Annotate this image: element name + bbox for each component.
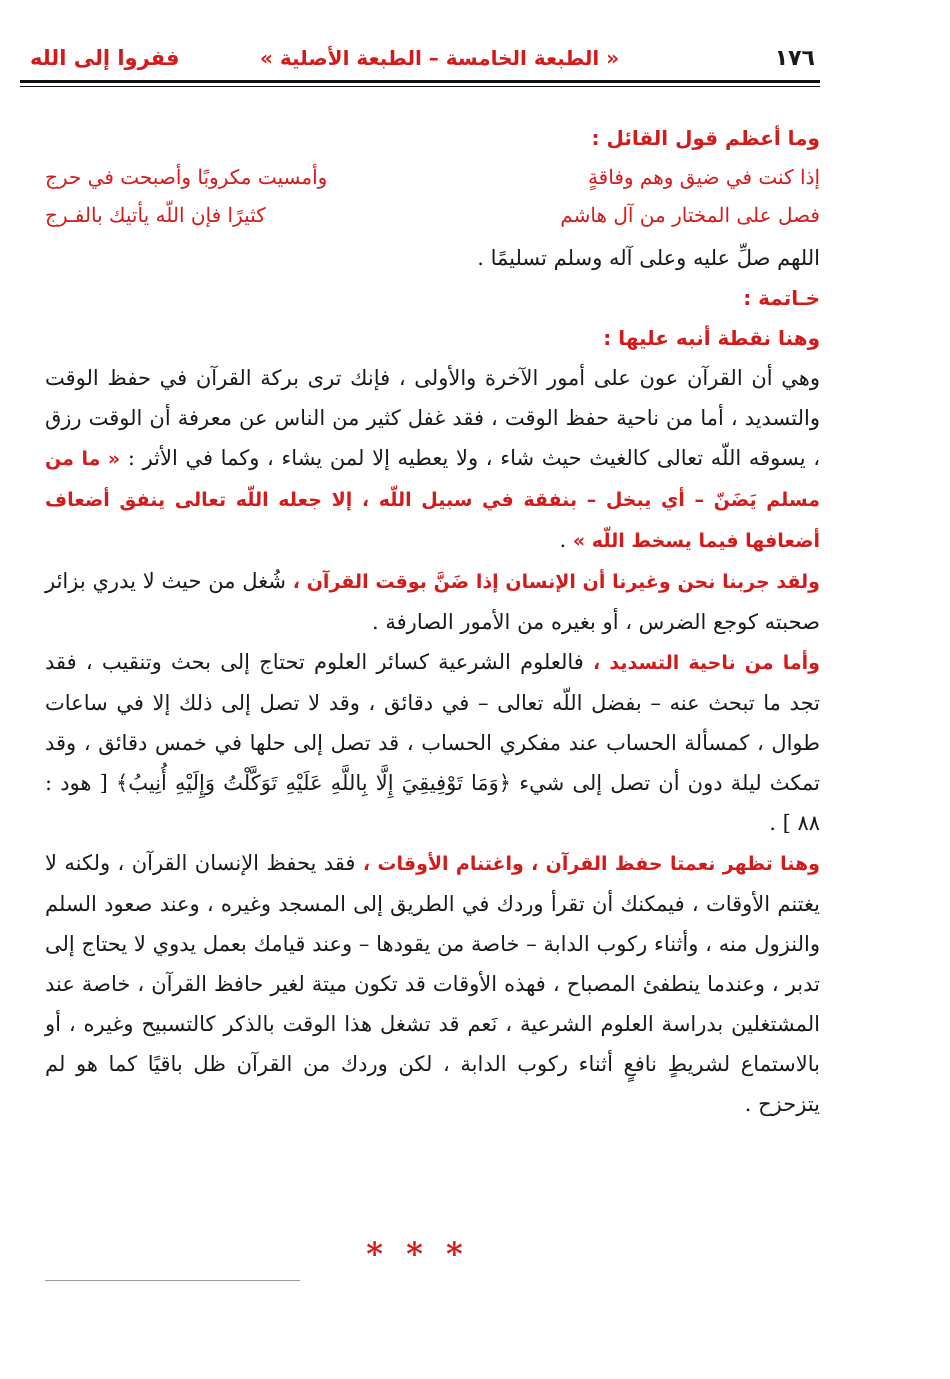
paragraph-text: فالعلوم الشرعية كسائر العلوم تحتاج إلى بحث وتنقيب ، فقد تجد ما تبحث عنه – بفضل اللّه تعالى – في دقائق ، وقد لا تصل إلى ذلك إلا في ساعات طوال ، كمسألة الحساب عند مفكري الحساب ، قد تصل إلى حلها في خمس دقائق ، وقد تمكث ليلة دون أن تصل إلى شيء (45, 650, 821, 795)
section-heading: وما أعظم قول القائل : (591, 126, 820, 150)
paragraph-3 (45, 642, 820, 843)
paragraph-text: فقد يحفظ الإنسان القرآن ، ولكنه لا يغتنم الأوقات ، فيمكنك أن تقرأ وردك في الطريق إلى المسجد وغيره ، وعند صعود السلم والنزول منه ، وأثناء ركوب الدابة – خاصة من يقودها – وعند قيامك بعمل يدوي لا يحتاج إلى تدبر ، وعندما ينطفئ المصباح ، فهذه الأوقات قد تكون ميتة لغير حافظ القرآن ، خاصة عند المشتغلين بدراسة العلوم الشرعية ، نَعم قد تشغل هذا الوقت بالذكر كالتسبيح وغيره ، أو بالاستماع لشريطٍ نافعٍ أثناء ركوب الدابة ، لكن وردك من القرآن ظل باقيًا كما هو لم يتزحزح . (45, 851, 820, 1116)
paragraph-1 (45, 358, 820, 561)
emphasis-phrase: ولقد جربنا نحن وغيرنا أن الإنسان إذا ضَنَّ بوقت القرآن ، (292, 571, 820, 593)
poem-hemistich: إذا كنت في ضيق وهم وفاقةٍ (587, 165, 820, 189)
poem (45, 158, 820, 238)
poem-hemistich: وأمسيت مكروبًا وأصبحت في حرج (45, 165, 328, 189)
conclusion-heading: خـاتمة : (743, 286, 820, 310)
paragraph-2 (45, 561, 820, 642)
paragraph-4 (45, 843, 820, 1124)
page-number: ١٧٦ (774, 46, 815, 71)
poem-hemistich: كثيرًا فإن اللّه يأتيك بالفـرج (45, 203, 266, 227)
paragraph-text: وهي أن القرآن عون على أمور الآخرة والأولى ، فإنك ترى بركة القرآن في حفظ الوقت والتسديد ، أما من ناحية حفظ الوقت ، فقد غفل كثير من الناس عن معرفة أن الوقت رزق ، يسوقه اللّه تعالى كالغيث حيث شاء ، ولا يعطيه إلا لمن يشاء ، وكما في الأثر : (45, 366, 821, 470)
edition-label: « الطبعة الخامسة – الطبعة الأصلية » (260, 46, 620, 70)
section-separator: * * * (366, 1235, 469, 1273)
verse-reference: [ هود : ٨٨ ] . (45, 771, 820, 835)
poem-verse-2 (45, 196, 820, 234)
quran-verse: ﴿وَمَا تَوْفِيقِيَ إِلَّا بِاللَّهِ عَلَيْهِ تَوَكَّلْتُ وَإِلَيْهِ أُنِيبُ﴾ (115, 771, 512, 795)
page-body (45, 118, 820, 1124)
book-title: ففروا إلى الله (30, 46, 180, 70)
hadith-quote: « ما من مسلم يَضَنّ – أي يبخل – بنفقة في سبيل اللّه ، إلا جعله اللّه تعالى ينفق أضعاف أضعافها فيما يسخط اللّه » (45, 448, 820, 552)
header-rule-thin (20, 86, 820, 87)
conclusion-subheading: وهنا نقطة أنبه عليها : (603, 326, 820, 350)
paragraph-text: شُغل من حيث لا يدري بزائر صحبته كوجع الضرس ، أو بغيره من الأمور الصارفة . (45, 569, 820, 634)
paragraph-text: . (559, 528, 573, 552)
poem-verse-1 (45, 158, 820, 196)
footnote-rule (45, 1280, 300, 1281)
emphasis-phrase: وأما من ناحية التسديد ، (593, 652, 820, 674)
page-header (20, 38, 820, 78)
salawat-line: اللهم صلِّ عليه وعلى آله وسلم تسليمًا . (477, 246, 820, 270)
emphasis-phrase: وهنا تظهر نعمتا حفظ القرآن ، واغتنام الأوقات ، (362, 853, 820, 875)
header-rule-thick (20, 80, 820, 83)
poem-hemistich: فصل على المختار من آل هاشم (560, 203, 820, 227)
